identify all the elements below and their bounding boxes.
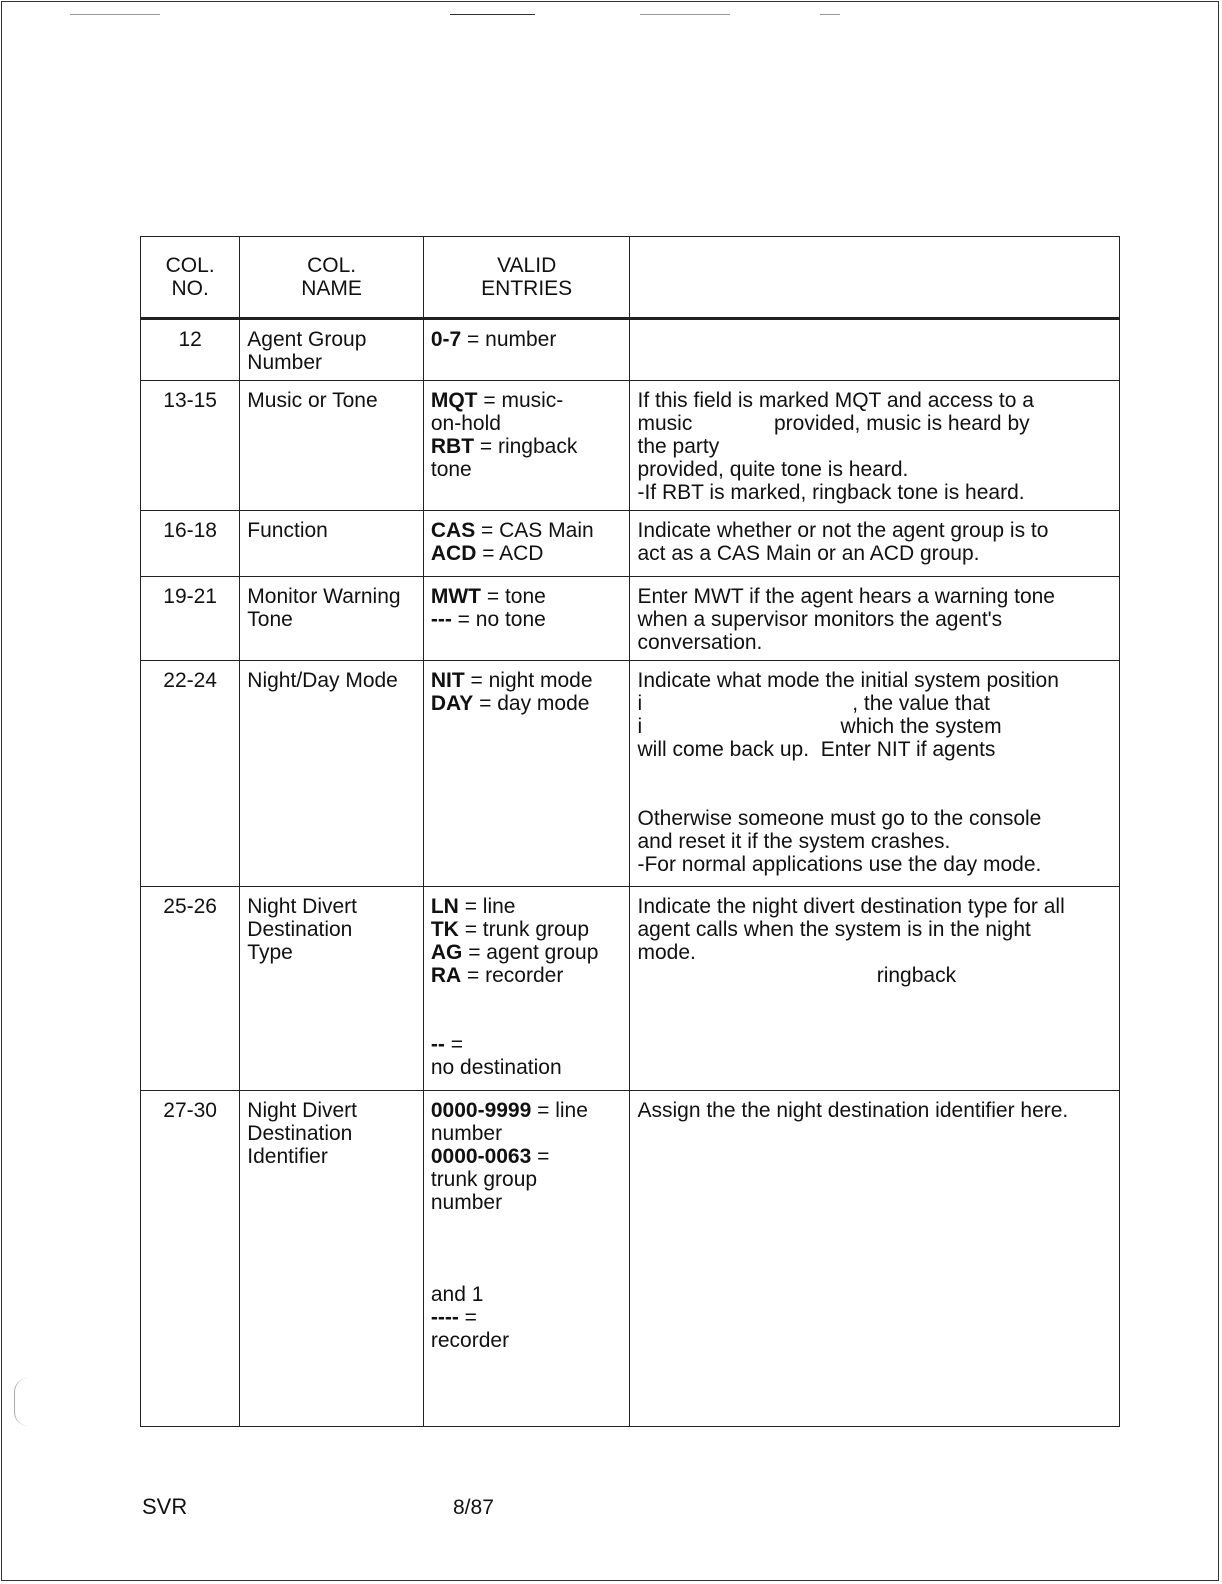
cell-comments: [630, 511, 1120, 577]
entry-meaning: = line: [531, 1099, 588, 1122]
entry-meaning: =: [531, 1145, 550, 1168]
cell-comments: [630, 381, 1120, 511]
name-line: Agent Group: [247, 328, 367, 351]
comment-line: provided, quite tone is heard.: [637, 458, 909, 481]
table-row: [141, 511, 1120, 577]
cell-col-name: [240, 511, 424, 577]
valid-entry: [431, 895, 623, 918]
valid-entry: [431, 1168, 623, 1191]
valid-entry: [431, 692, 623, 715]
entry-meaning: = music-: [477, 389, 564, 412]
comment-line: i which the system: [637, 715, 1002, 738]
entry-code: RBT: [430, 435, 475, 458]
cell-col-no: 25-26: [141, 887, 240, 1091]
comment-line: mode.: [637, 941, 696, 964]
entry-meaning: and 1: [430, 1283, 484, 1306]
valid-entry: [431, 1033, 623, 1056]
comment-line: act as a CAS Main or an ACD group.: [637, 542, 980, 565]
table-row: [141, 381, 1120, 511]
name-line: Type: [247, 941, 293, 964]
valid-entry: [431, 964, 623, 987]
entry-meaning: = line: [458, 895, 516, 918]
comment-line: Indicate whether or not the agent group is to: [637, 519, 1049, 542]
valid-entry: [431, 519, 623, 542]
name-line: Number: [247, 351, 322, 374]
valid-entry: [431, 1329, 623, 1352]
entry-code: MQT: [430, 389, 478, 412]
comment-line: agent calls when the system is in the night: [637, 918, 1031, 941]
name-line: Tone: [247, 608, 293, 631]
cell-valid-entries: [423, 381, 630, 511]
name-line: Night Divert: [247, 895, 357, 918]
entry-code: RA: [430, 964, 462, 987]
table-header-row: [141, 237, 1120, 319]
cell-col-name: [240, 319, 424, 381]
valid-entry: [431, 608, 623, 631]
valid-entry: [431, 1122, 623, 1145]
cell-valid-entries: [423, 661, 630, 887]
comment-line: Otherwise someone must go to the console: [637, 807, 1042, 830]
cell-comments: [630, 577, 1120, 661]
entry-code: ----: [430, 1306, 459, 1329]
comment-line: Indicate what mode the initial system position: [637, 669, 1059, 692]
name-line: Night Divert: [247, 1099, 357, 1122]
entry-meaning: = tone: [481, 585, 546, 608]
entry-meaning: = night mode: [464, 669, 593, 692]
comment-line: Assign the the night destination identifier here.: [637, 1099, 1069, 1122]
entry-meaning: = number: [461, 328, 557, 351]
cell-comments: [630, 661, 1120, 887]
valid-entry: [431, 328, 623, 351]
comment-line: [637, 784, 1112, 807]
valid-entry: [431, 412, 623, 435]
entry-meaning: = CAS Main: [475, 519, 594, 542]
comment-line: Indicate the night divert destination type for all: [637, 895, 1065, 918]
table-body: [141, 319, 1120, 1427]
cell-col-name: [240, 887, 424, 1091]
column-definition-table: [140, 236, 1120, 1427]
comment-line: i , the value that: [637, 692, 990, 715]
margin-mark: [14, 1378, 31, 1426]
comment-line: -If RBT is marked, ringback tone is heard.: [637, 481, 1025, 504]
table-row: [141, 1091, 1120, 1427]
entry-code: TK: [430, 918, 459, 941]
name-line: Identifier: [247, 1145, 328, 1168]
entry-code: LN: [430, 895, 459, 918]
footer-doc-code: SVR: [142, 1494, 188, 1519]
cell-col-name: [240, 381, 424, 511]
entry-meaning: number: [430, 1122, 503, 1145]
entry-code: ---: [430, 608, 452, 631]
entry-meaning: = ACD: [476, 542, 544, 565]
table-row: [141, 661, 1120, 887]
valid-entry: [431, 941, 623, 964]
entry-meaning: = recorder: [461, 964, 564, 987]
entry-meaning: = no tone: [451, 608, 546, 631]
header-col-no: COL. NO.: [141, 237, 240, 319]
valid-entry: [431, 1283, 623, 1306]
cell-valid-entries: [423, 577, 630, 661]
name-line: Function: [247, 519, 328, 542]
entry-code: ACD: [430, 542, 477, 565]
valid-entry: [431, 1237, 623, 1260]
cell-valid-entries: [423, 511, 630, 577]
comment-line: ringback: [637, 964, 957, 987]
entry-meaning: number: [430, 1191, 503, 1214]
header-valid-entries: VALID ENTRIES: [423, 237, 630, 319]
comment-line: conversation.: [637, 631, 763, 654]
entry-meaning: tone: [430, 458, 472, 481]
comment-line: [637, 761, 1112, 784]
valid-entry: [431, 1260, 623, 1283]
cell-col-no: 27-30: [141, 1091, 240, 1427]
entry-meaning: = day mode: [473, 692, 590, 715]
cell-col-no: 16-18: [141, 511, 240, 577]
comment-line: music provided, music is heard by: [637, 412, 1030, 435]
footer-date: 8/87: [453, 1496, 494, 1519]
name-line: Night/Day Mode: [247, 669, 398, 692]
valid-entry: [431, 435, 623, 458]
valid-entry: [431, 1145, 623, 1168]
header-comments: [630, 237, 1120, 319]
cell-col-name: [240, 577, 424, 661]
cell-col-no: 13-15: [141, 381, 240, 511]
header-col-name: COL. NAME: [240, 237, 424, 319]
name-line: Music or Tone: [247, 389, 378, 412]
entry-code: 0000-9999: [430, 1099, 532, 1122]
comment-line: -For normal applications use the day mode.: [637, 853, 1042, 876]
entry-code: MWT: [430, 585, 482, 608]
valid-entry: [431, 669, 623, 692]
entry-meaning: no destination: [430, 1056, 562, 1079]
comment-line: will come back up. Enter NIT if agents: [637, 738, 996, 761]
entry-code: CAS: [430, 519, 476, 542]
comment-line: and reset it if the system crashes.: [637, 830, 951, 853]
entry-meaning: on-hold: [430, 412, 501, 435]
entry-code: 0000-0063: [430, 1145, 532, 1168]
table-row: [141, 319, 1120, 381]
valid-entry: [431, 1010, 623, 1033]
cell-comments: [630, 1091, 1120, 1427]
valid-entry: [431, 918, 623, 941]
entry-meaning: = ringback: [474, 435, 578, 458]
name-line: Destination: [247, 918, 353, 941]
valid-entry: [431, 458, 623, 481]
entry-meaning: trunk group: [430, 1168, 538, 1191]
scan-artifacts: [60, 8, 860, 22]
valid-entry: [431, 1306, 623, 1329]
table-row: [141, 887, 1120, 1091]
cell-valid-entries: [423, 319, 630, 381]
comment-line: Enter MWT if the agent hears a warning tone: [637, 585, 1055, 608]
valid-entry: [431, 585, 623, 608]
cell-col-no: 22-24: [141, 661, 240, 887]
entry-meaning: = trunk group: [458, 918, 590, 941]
entry-code: --: [430, 1033, 445, 1056]
entry-code: 0-7: [430, 328, 462, 351]
name-line: Destination: [247, 1122, 353, 1145]
comment-line: the party: [637, 435, 720, 458]
table-row: [141, 577, 1120, 661]
cell-col-no: 12: [141, 319, 240, 381]
cell-col-name: [240, 661, 424, 887]
comment-line: when a supervisor monitors the agent's: [637, 608, 1003, 631]
entry-meaning: = agent group: [462, 941, 599, 964]
entry-meaning: recorder: [430, 1329, 510, 1352]
cell-comments: [630, 887, 1120, 1091]
valid-entry: [431, 1099, 623, 1122]
entry-code: DAY: [430, 692, 474, 715]
valid-entry: [431, 542, 623, 565]
valid-entry: [431, 389, 623, 412]
comment-line: If this field is marked MQT and access to a: [637, 389, 1034, 412]
entry-meaning: =: [444, 1033, 463, 1056]
valid-entry: [431, 1214, 623, 1237]
valid-entry: [431, 987, 623, 1010]
valid-entry: [431, 1056, 623, 1079]
cell-col-no: 19-21: [141, 577, 240, 661]
entry-code: AG: [430, 941, 463, 964]
entry-meaning: =: [458, 1306, 477, 1329]
cell-col-name: [240, 1091, 424, 1427]
name-line: Monitor Warning: [247, 585, 401, 608]
cell-comments: [630, 319, 1120, 381]
cell-valid-entries: [423, 1091, 630, 1427]
valid-entry: [431, 1191, 623, 1214]
cell-valid-entries: [423, 887, 630, 1091]
entry-code: NIT: [430, 669, 465, 692]
